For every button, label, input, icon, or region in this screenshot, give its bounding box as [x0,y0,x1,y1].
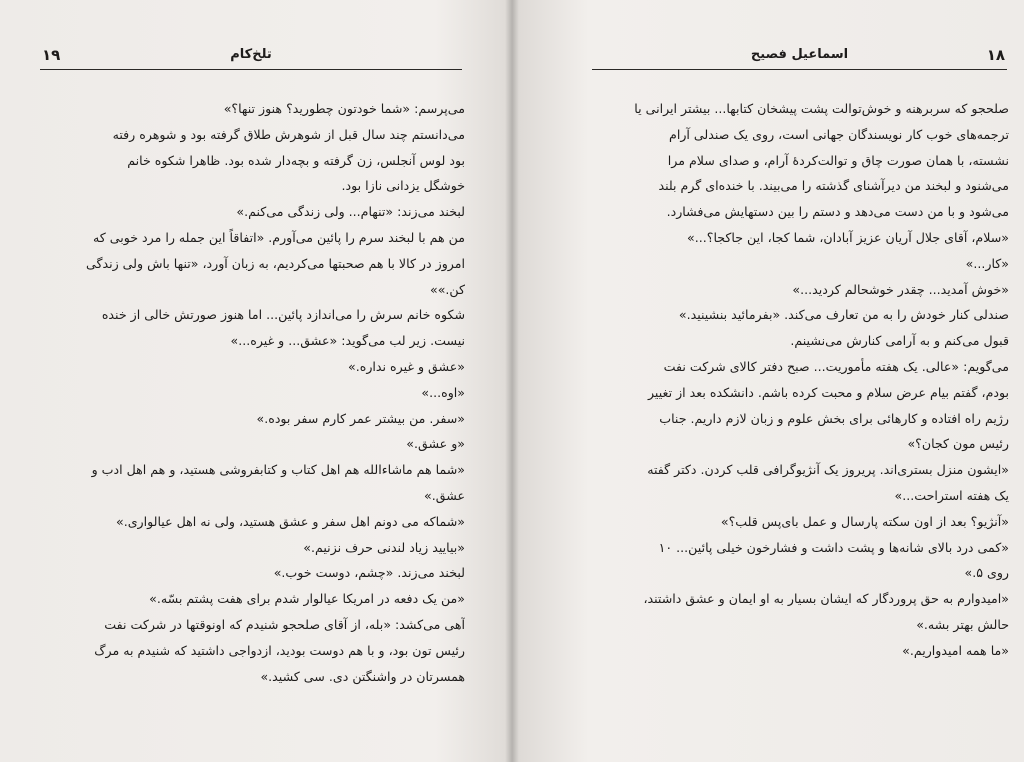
text-line: می‌پرسم: «شما خودتون چطورید؟ هنوز تنها؟» [223,101,465,116]
text-line: رژیم راه افتاده و کارهائی برای بخش علوم و زبان لازم داریم. جناب [659,410,1009,426]
right-page [512,0,1024,762]
text-line: آهی می‌کشد: «بله، از آقای صلحجو شنیدم که اونوقتها در شرکت نفت [104,616,465,632]
text-line: «اوه...» [421,384,465,400]
page-number: ۱۸ [986,46,1005,64]
text-line: صلحجو که سربرهنه و خوش‌توالت پشت پیشخان کتابها... بیشتر ایرانی یا [634,101,1009,116]
text-line: می‌دانستم چند سال قبل از شوهرش طلاق گرفته بود و شوهره رفته [112,126,465,142]
text-line: شکوه خانم سرش را می‌اندازد پائین... اما هنوز صورتش خالی از خنده [101,307,465,323]
text-line: «کار...» [965,255,1009,271]
header-rule [592,69,1007,70]
text-line: «ایشون منزل بستری‌اند. پریروز یک آنژیوگرافی قلب کردن. دکتر گفته [647,462,1009,478]
left-page-header [40,40,462,70]
text-line: بودم، گفتم بیام عرض سلام و محبت کرده باشم. دانشکده بعد از تغییر [647,384,1009,400]
text-line: خوشگل یزدانی نازا بود. [341,178,465,194]
text-line: حالش بهتر بشه.» [916,616,1009,632]
text-line: «کمی درد بالای شانه‌ها و پشت داشت و فشارخون خیلی پائین... ۱۰ [658,539,1009,555]
text-line: کن.»» [430,281,465,297]
text-line: عشق.» [424,487,465,503]
text-line: «عشق و غیره نداره.» [348,358,465,374]
book-gutter [505,0,519,762]
text-line: همسرتان در واشنگتن دی. سی کشید.» [260,668,465,684]
text-line: «سفر. من بیشتر عمر کارم سفر بوده.» [256,410,465,426]
text-line: نیست. زیر لب می‌گوید: «عشق... و غیره...» [230,333,465,349]
text-line: «و عشق.» [406,436,465,452]
text-line: بود لوس آنجلس، زن گرفته و بچه‌دار شده بود. ظاهرا شکوه خانم [127,152,465,168]
text-line: «شماکه می دونم اهل سفر و عشق هستید، ولی نه اهل عیالواری.» [115,513,465,529]
running-title: تلخ‌کام [230,47,272,62]
right-page-body [605,96,1009,664]
text-line: «ما همه امیدواریم.» [902,642,1009,658]
text-line: یک هفته استراحت...» [894,487,1009,503]
text-line: لبخند می‌زند: «تنهام... ولی زندگی می‌کنم.» [236,204,465,220]
text-line: قبول می‌کنم و به آرامی کنارش می‌نشینم. [790,333,1009,349]
left-page-body [58,96,465,689]
page-number: ۱۹ [42,46,61,64]
text-line: رئیس تون بود، و با هم دوست بودید، ازدواجی داشتید که شنیدم به مرگ [94,642,465,658]
text-line: «خوش آمدید... چقدر خوشحالم کردید...» [792,281,1009,297]
text-line: من هم با لبخند سرم را پائین می‌آورم. «اتفاقاً این جمله را مرد خوبی که [92,229,465,245]
text-line: می‌شنود و لبخند من دیرآشنای گذشته را می‌بیند. با خنده‌ای گرم بلند [658,178,1009,194]
text-line: ترجمه‌های خوب کار نویسندگان جهانی است، روی یک صندلی آرام [669,126,1009,142]
text-line: «آنژیو؟ بعد از اون سکته پارسال و عمل بای‌پس قلب؟» [720,513,1009,529]
text-line: می‌گویم: «عالی. یک هفته مأموریت... صبح دفتر کالای شرکت نفت [663,358,1009,374]
text-line: امروز در کالا با هم صحبتها می‌کردیم، به زبان آورد، «تنها باش ولی زندگی [85,255,465,271]
text-line: می‌شود و با من دست می‌دهد و دستم را بین دستهایش می‌فشارد. [666,204,1009,220]
text-line: رئیس مون کجان؟» [907,436,1009,452]
text-line: لبخند می‌زند. «چشم، دوست خوب.» [273,565,465,581]
text-line: «شما هم ماشاءالله هم اهل کتاب و کتابفروشی هستید، و هم اهل ادب و [91,462,465,478]
running-title: اسماعیل فصیح [750,47,849,62]
right-page-header [592,40,1007,70]
text-line: «بیایید زیاد لندنی حرف نزنیم.» [303,539,465,555]
text-line: «امیدوارم به حق پروردگار که ایشان بسیار به او ایمان و عشق داشتند، [643,591,1009,607]
text-line: صندلی کنار خودش را به من تعارف می‌کند. «بفرمائید بنشینید.» [678,307,1009,323]
text-line: «من یک دفعه در امریکا عیالوار شدم برای هفت پشتم بسّه.» [149,591,465,607]
text-line: روی ۵.» [964,565,1009,581]
text-line: «سلام، آقای جلال آریان عزیز آبادان، شما کجا، این جاکجا؟...» [687,229,1009,245]
header-rule [40,69,462,70]
text-line: نشسته، با همان صورت چاق و توالت‌کردهٔ آرام، و صدای سلام مرا [667,152,1009,168]
